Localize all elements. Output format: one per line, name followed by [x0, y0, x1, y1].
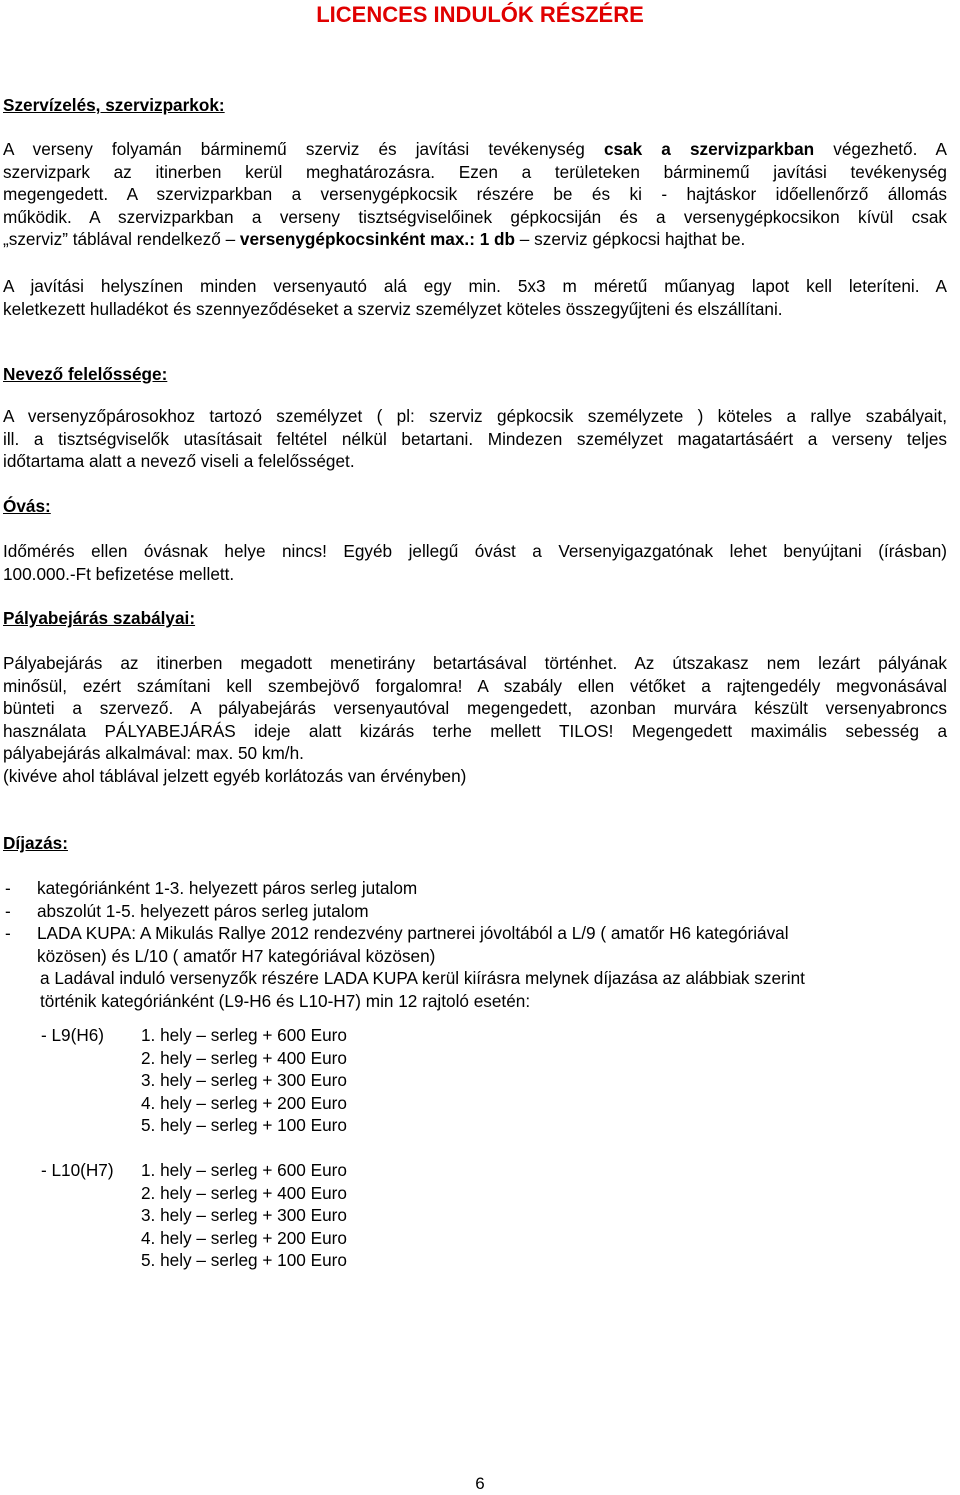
list-item [3, 877, 947, 900]
lada-kupa-text-2: történik kategóriánként (L9-H6 és L10-H7) min 12 rajtoló esetén: [40, 991, 531, 1011]
heading-nevezo: Nevező felelőssége: [3, 364, 168, 384]
list-item-text: kategóriánként 1-3. helyezett páros serleg jutalom [37, 878, 418, 898]
prize-row: 1. hely – serleg + 600 Euro [141, 1160, 347, 1180]
prize-row: 2. hely – serleg + 400 Euro [141, 1047, 347, 1068]
text-line: A javítási helyszínen minden versenyautó alá egy min. 5x3 m méretű műanyag lapot kell leteríteni. A [3, 276, 947, 296]
paragraph-szerviz-1 [3, 138, 947, 251]
list-item-text: abszolút 1-5. helyezett páros serleg jutalom [37, 900, 369, 921]
text-line: (kivéve ahol táblával jelzett egyéb korlátozás van érvényben) [3, 765, 467, 786]
paragraph-ovas [3, 540, 947, 585]
text-line: A verseny folyamán bárminemű szerviz és javítási tevékenység csak a szervizparkban végezhető. A [3, 139, 947, 159]
text-line: A versenyzőpárosokhoz tartozó személyzet ( pl: szerviz gépkocsik személyzete ) köteles a rallye szabályait, [3, 406, 947, 426]
text-line: időtartama alatt a nevező viseli a felelősséget. [3, 451, 355, 472]
text-line: minősül, ezért számítani kell szembejövő forgalomra! A szabály ellen vétőket a rajtengedély megvonásával [3, 675, 947, 696]
prize-row: 5. hely – serleg + 100 Euro [141, 1250, 347, 1271]
prize-row: 5. hely – serleg + 100 Euro [141, 1115, 347, 1136]
paragraph-szerviz-2 [3, 275, 947, 320]
heading-palyabejaras: Pályabejárás szabályai: [3, 608, 196, 628]
paragraph-palyabejaras [3, 652, 947, 788]
text-line: Pályabejárás az itinerben megadott menetirány betartásával történhet. Az útszakasz nem lezárt pályának [3, 653, 947, 673]
bullet-dash: - [5, 900, 11, 921]
paragraph-nevezo [3, 405, 947, 473]
category-label: - L10(H7) [41, 1160, 114, 1180]
heading-dijazas: Díjazás: [3, 833, 68, 853]
heading-ovas: Óvás: [3, 496, 51, 516]
lada-kupa-continuation: közösen) és L/10 ( amatőr H7 kategóriával közösen) [37, 946, 436, 966]
prize-row: 4. hely – serleg + 200 Euro [141, 1092, 347, 1113]
bullet-dash: - [5, 878, 11, 898]
list-item-text: LADA KUPA: A Mikulás Rallye 2012 rendezvény partnerei jóvoltából a L/9 ( amatőr H6 kategóriával [37, 923, 789, 944]
text-line: bünteti a szervező. A pályabejárás versenyautóval megengedett, azonban murvára készült versenyabroncs [3, 698, 947, 719]
prize-list [3, 877, 947, 945]
text-line: működik. A szervizparkban a verseny tisztségviselőinek gépkocsiján és a versenygépkocsikon kívül csak [3, 206, 947, 227]
text-line: „szerviz” táblával rendelkező – versenygépkocsinként max.: 1 db – szerviz gépkocsi hajthat be. [3, 229, 746, 250]
list-item [3, 922, 947, 945]
text-line: használata PÁLYABEJÁRÁS ideje alatt kizárás terhe mellett TILOS! Megengedett maximális sebesség a [3, 720, 947, 741]
text-line: keletkezett hulladékot és szennyeződéseket a szerviz személyzet köteles összegyűjteni és elszállítani. [3, 298, 783, 319]
text-line: 100.000.-Ft befizetése mellett. [3, 563, 235, 584]
prize-row: 3. hely – serleg + 300 Euro [141, 1205, 347, 1226]
category-label: - L9(H6) [41, 1025, 105, 1045]
text-line: ill. a tisztségviselők utasításait feltétel nélkül betartani. Mindezen személyzet magatartásáért a verseny teljes [3, 428, 947, 449]
bullet-dash: - [5, 923, 11, 944]
page-number: 6 [475, 1474, 485, 1493]
lada-kupa-text-1: a Ladával induló versenyzők részére LADA KUPA kerül kiírásra melynek díjazása az alábbiak szerint [40, 968, 805, 988]
list-item [3, 900, 947, 923]
prize-row: 2. hely – serleg + 400 Euro [141, 1182, 347, 1203]
heading-szervizeles: Szervízelés, szervizparkok: [3, 95, 225, 115]
text-line: szervizpark az itinerben kerül meghatározásra. Ezen a területeken bárminemű javítási tevékenység [3, 161, 947, 182]
text-line: Időmérés ellen óvásnak helye nincs! Egyéb jellegű óvást a Versenyigazgatónak lehet benyújtani (írásban) [3, 541, 947, 561]
prize-row: 4. hely – serleg + 200 Euro [141, 1227, 347, 1248]
prize-row: 3. hely – serleg + 300 Euro [141, 1070, 347, 1091]
text-line: pályabejárás alkalmával: max. 50 km/h. [3, 743, 304, 764]
page-title: LICENCES INDULÓK RÉSZÉRE [316, 2, 644, 27]
prize-row: 1. hely – serleg + 600 Euro [141, 1025, 347, 1045]
text-line: megengedett. A szervizparkban a versenygépkocsik részére be és ki - hajtáskor időellenőrző állomás [3, 184, 947, 205]
